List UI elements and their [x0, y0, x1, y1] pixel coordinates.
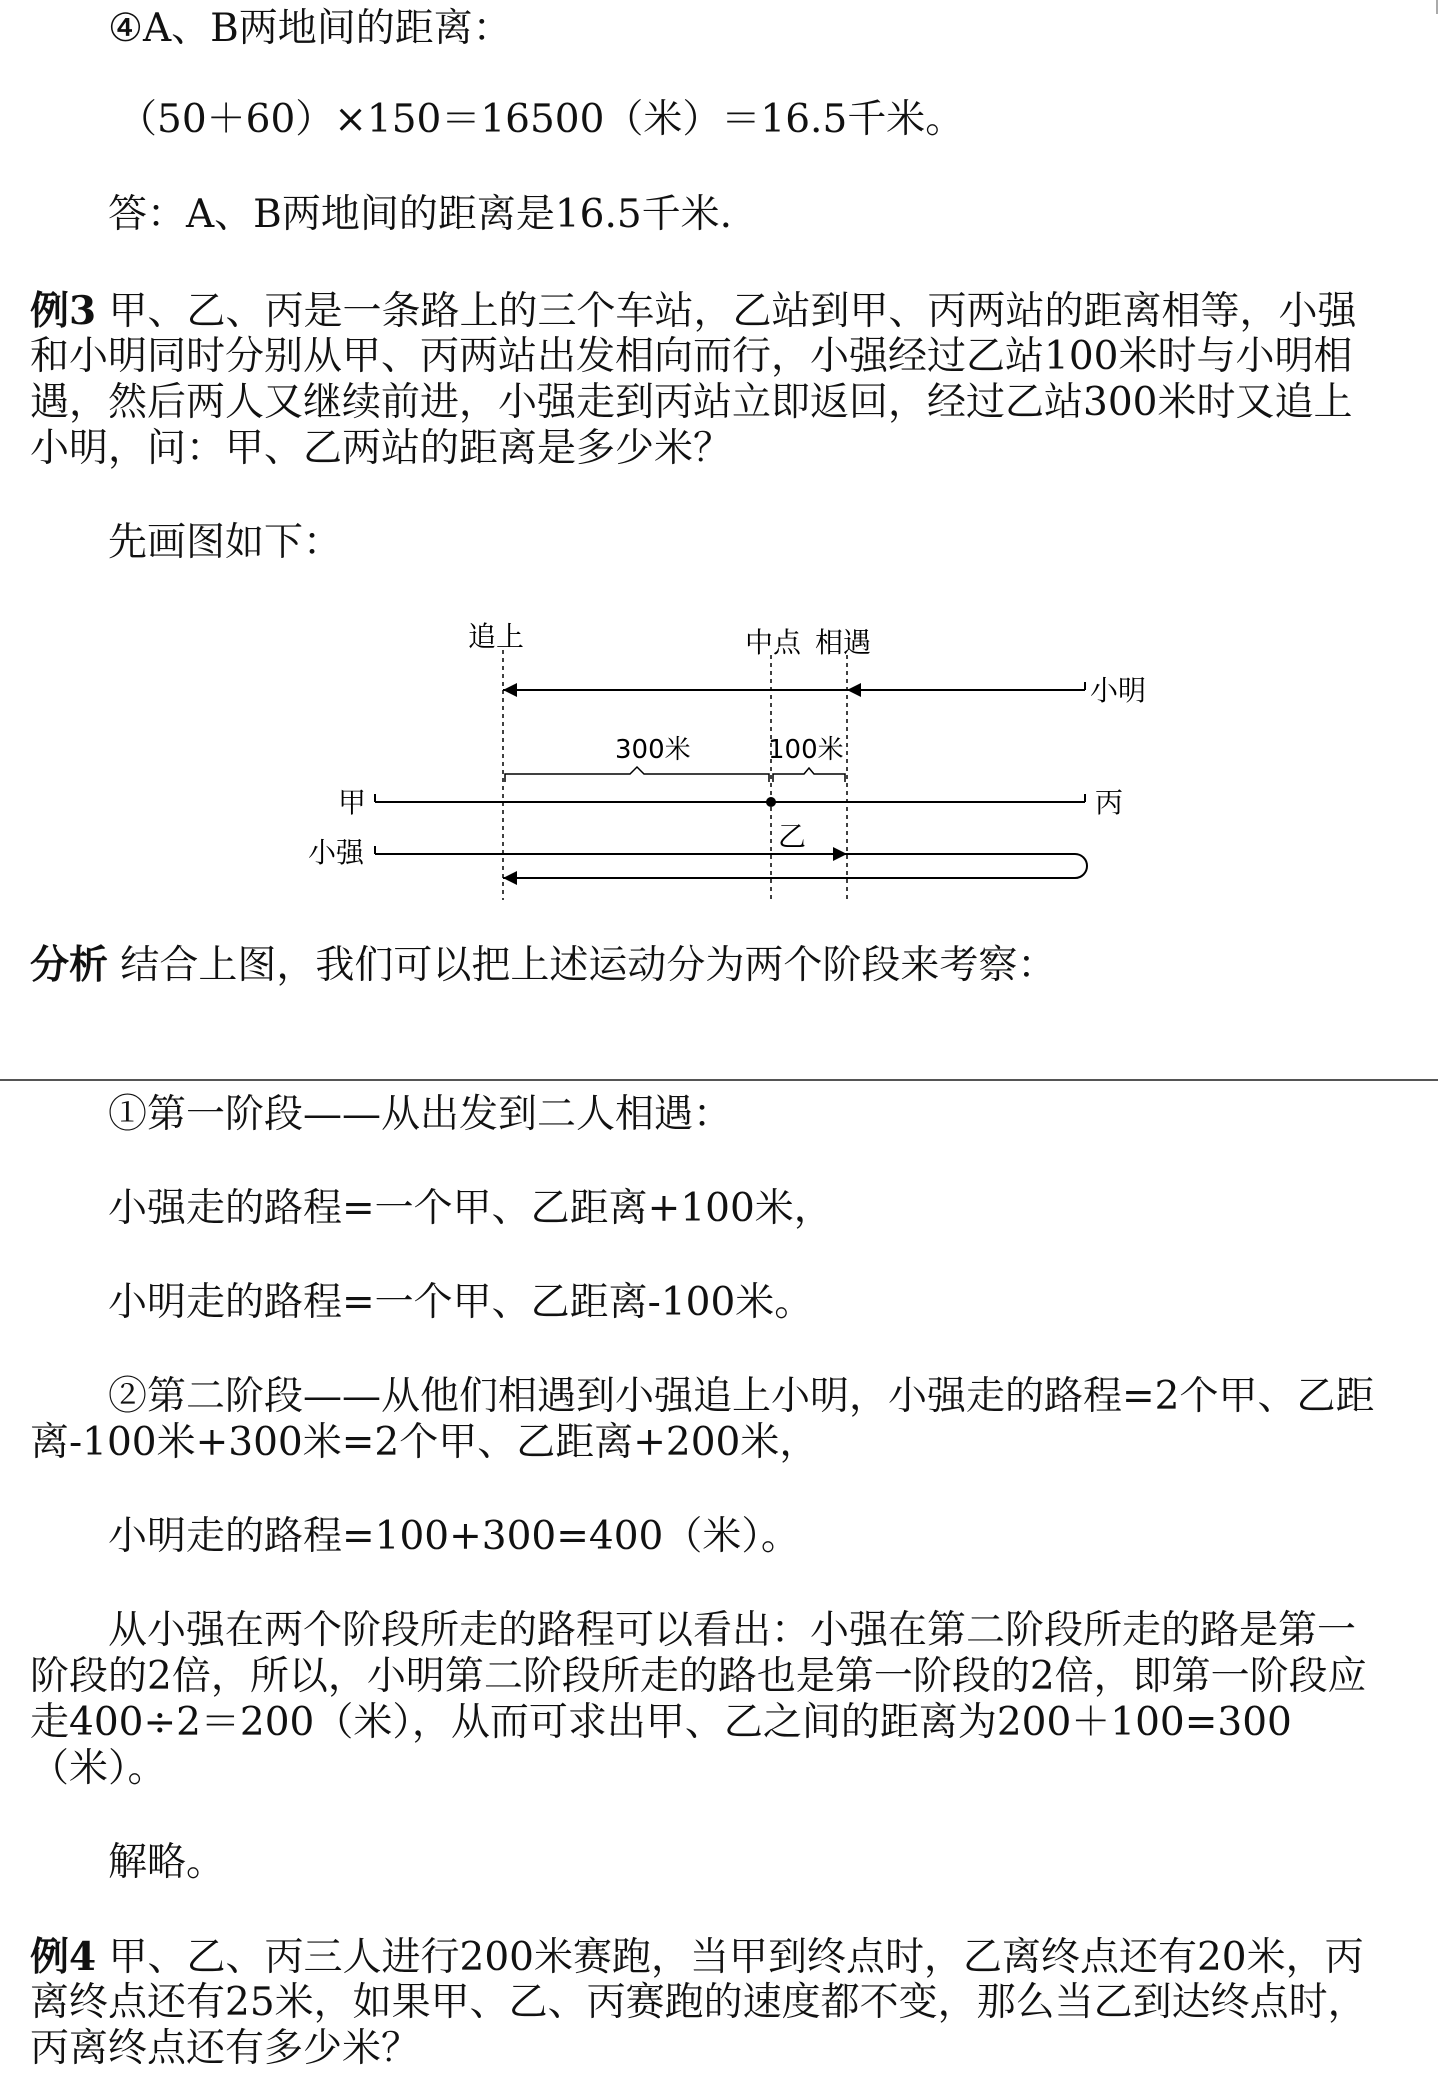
- station-yi-dot: [766, 797, 776, 807]
- example3-text-1: 甲、乙、丙是一条路上的三个车站，乙站到甲、丙两站的距离相等，小强: [108, 289, 1357, 334]
- brace-100m: [773, 768, 845, 782]
- label-jia: 甲: [338, 786, 367, 819]
- stage1-line-1: 小强走的路程=一个甲、乙距离+100米，: [108, 1186, 833, 1231]
- label-100m: 100米: [768, 735, 844, 765]
- label-meet: 相遇: [815, 626, 872, 659]
- xiaoqiang-arrow-head-meet: [833, 847, 847, 861]
- brace-300m: [505, 767, 769, 782]
- analysis-text: 结合上图，我们可以把上述运动分为两个阶段来考察：: [120, 943, 1057, 988]
- conclusion-line-1: 从小强在两个阶段所走的路程可以看出：小强在第二阶段所走的路是第一: [108, 1608, 1357, 1653]
- conclusion-line-4: （米）。: [30, 1746, 167, 1791]
- label-xiaoqiang: 小强: [308, 836, 365, 869]
- stage1-line-2: 小明走的路程=一个甲、乙距离-100米。: [108, 1280, 814, 1325]
- page-separator: [0, 1079, 1438, 1081]
- analysis-line: [30, 942, 1056, 989]
- step4-formula: （50＋60）×150＝16500（米）＝16.5千米。: [118, 97, 965, 142]
- example4-line-2: 离终点还有25米，如果甲、乙、丙赛跑的速度都不变，那么当乙到达终点时，: [30, 1980, 1367, 2025]
- stage2-line-1: ②第二阶段——从他们相遇到小强追上小明，小强走的路程=2个甲、乙距: [108, 1374, 1375, 1419]
- stage1-title: ①第一阶段——从出发到二人相遇：: [108, 1092, 733, 1137]
- example4-line-3: 丙离终点还有多少米？: [30, 2026, 421, 2071]
- example4-text-1: 甲、乙、丙三人进行200米赛跑，当甲到终点时，乙离终点还有20米，丙: [108, 1935, 1364, 1980]
- label-300m: 300米: [615, 735, 691, 765]
- conclusion-line-2: 阶段的2倍，所以，小明第二阶段所走的路也是第一阶段的2倍，即第一阶段应: [30, 1654, 1367, 1699]
- example4-line-1: [30, 1934, 1364, 1981]
- example3-line-4: 小明，问：甲、乙两站的距离是多少米？: [30, 426, 733, 471]
- xiaoqiang-return-curve: [1075, 854, 1087, 878]
- label-yi: 乙: [778, 820, 807, 853]
- motion-diagram: [290, 610, 1170, 910]
- stage2-line-2: 离-100米+300米=2个甲、乙距离+200米，: [30, 1420, 819, 1465]
- xiaoming-arrow-head-catch-up: [503, 683, 517, 697]
- example3-line-3: 遇，然后两人又继续前进，小强走到丙站立即返回，经过乙站300米时又追上: [30, 380, 1353, 425]
- xiaoqiang-arrow-head-catch-up: [503, 871, 517, 885]
- example3-line-2: 和小明同时分别从甲、丙两站出发相向而行，小强经过乙站100米时与小明相: [30, 334, 1353, 379]
- xiaoming-arrow-head-meet: [847, 683, 861, 697]
- stage2-line-3: 小明走的路程=100+300=400（米）。: [108, 1514, 800, 1559]
- label-midpoint: 中点: [745, 626, 802, 659]
- step4-title: ④A、B两地间的距离：: [108, 6, 512, 51]
- label-xiaoming: 小明: [1090, 674, 1147, 707]
- draw-first-text: 先画图如下：: [108, 520, 343, 565]
- example3-line-1: [30, 288, 1357, 335]
- label-catch-up: 追上: [468, 620, 525, 653]
- conclusion-line-3: 走400÷2＝200（米），从而可求出甲、乙之间的距离为200＋100=300: [30, 1700, 1292, 1745]
- example3-label: 例3: [30, 288, 97, 334]
- label-bing: 丙: [1095, 786, 1124, 819]
- solution-omitted: 解略。: [108, 1840, 226, 1885]
- example4-label: 例4: [30, 1934, 97, 1980]
- analysis-label: 分析: [30, 942, 109, 988]
- step4-answer: 答：A、B两地间的距离是16.5千米.: [108, 192, 733, 237]
